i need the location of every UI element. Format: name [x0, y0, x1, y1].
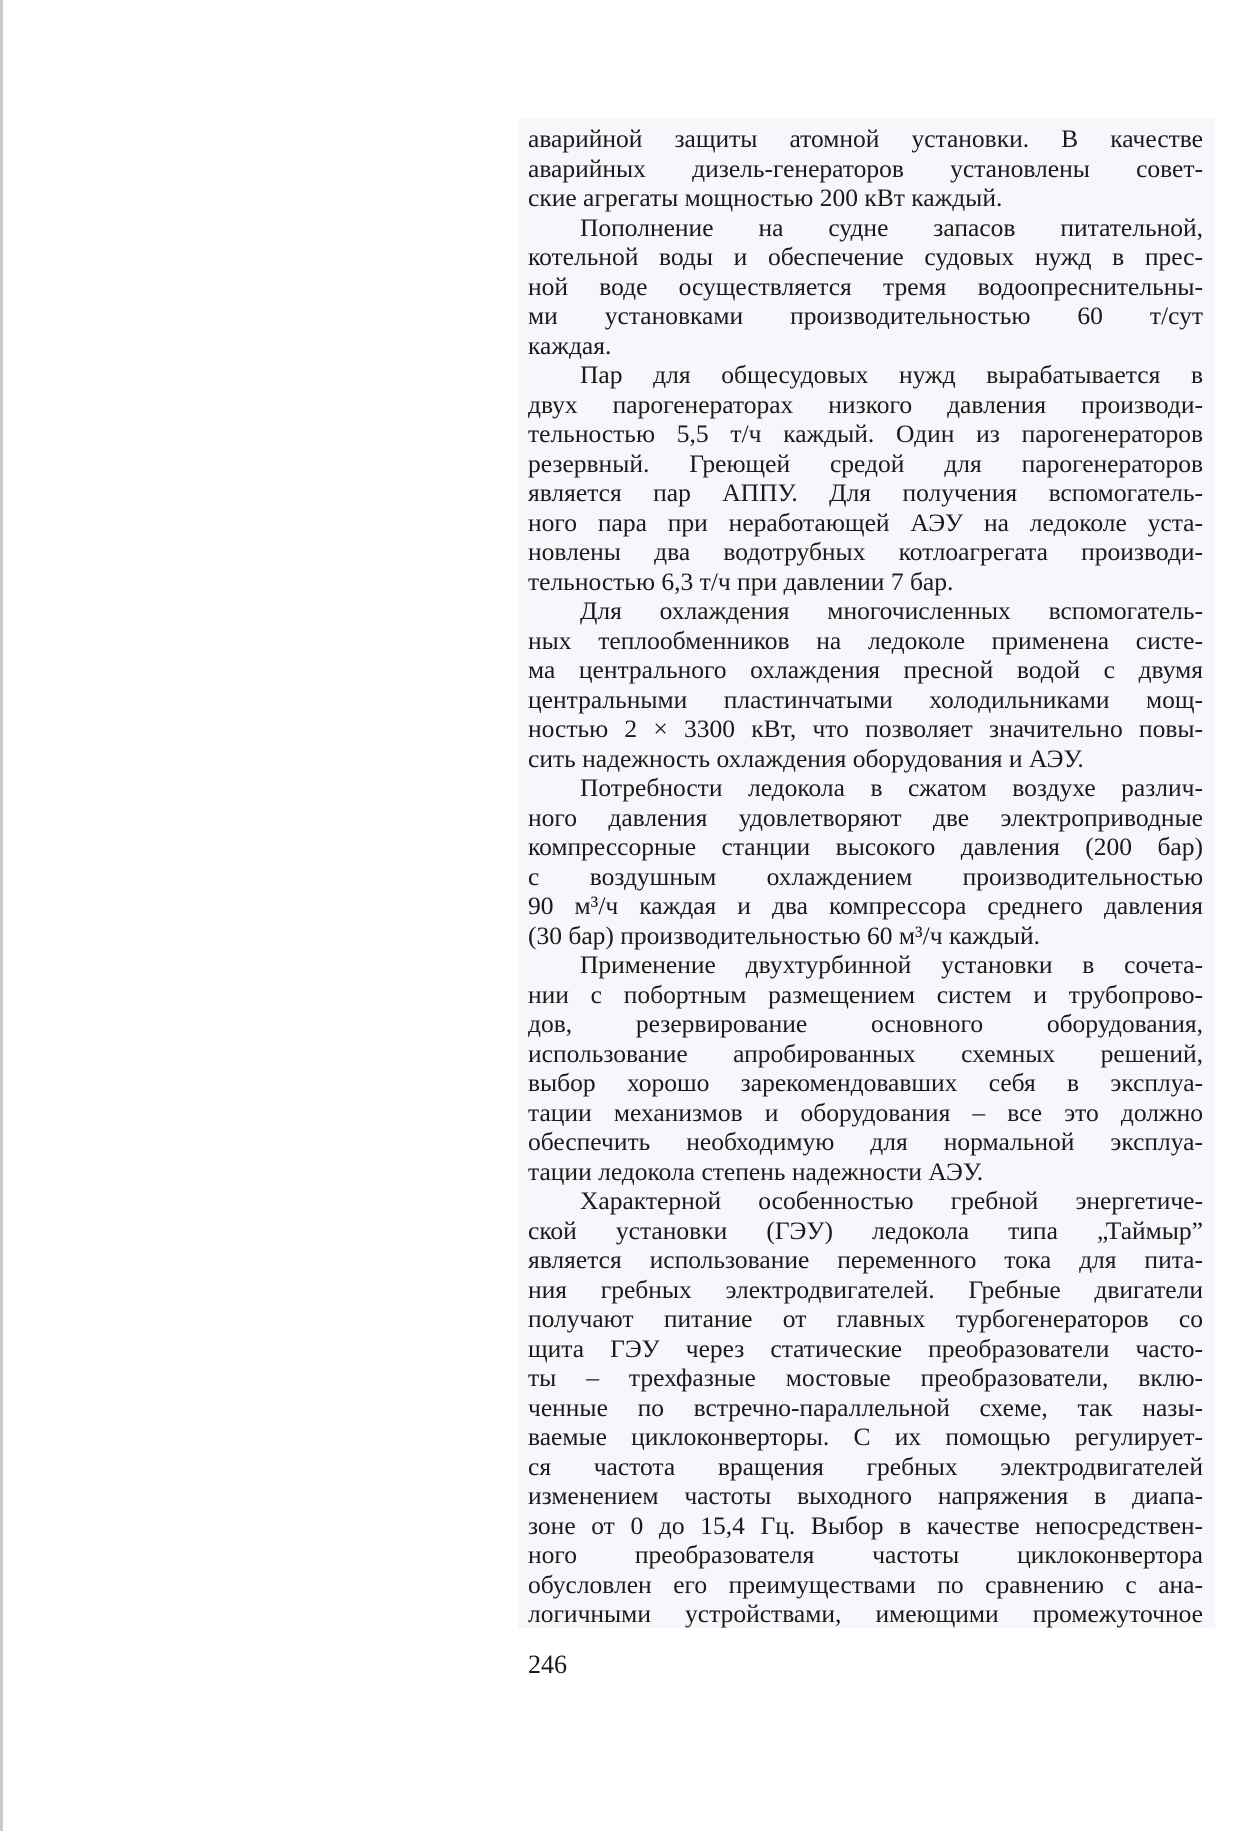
text-line: Для охлаждения многочисленных вспомогатель-	[580, 596, 1203, 625]
paragraph	[528, 950, 1203, 1186]
text-line: ного пара при неработающей АЭУ на ледоколе уста-	[528, 507, 1203, 537]
text-line: ся частота вращения гребных электродвигателей	[528, 1451, 1203, 1481]
text-line: аварийных дизель-генераторов установлены совет-	[528, 153, 1203, 183]
text-line: котельной воды и обеспечение судовых нужд в прес-	[528, 242, 1203, 271]
text-line: ния гребных электродвигателей. Гребные двигатели	[528, 1274, 1203, 1304]
text-line: логичными устройствами, имеющими промежуточное	[528, 1599, 1203, 1628]
text-line: является пар АППУ. Для получения вспомогатель-	[528, 478, 1203, 507]
text-line: ваемые циклоконверторы. С их помощью регулирует-	[528, 1422, 1203, 1451]
paragraph	[528, 596, 1203, 773]
text-line: ты – трехфазные мостовые преобразователи, вклю-	[528, 1363, 1203, 1392]
text-line: использование апробированных схемных решений,	[528, 1038, 1203, 1068]
paragraph	[528, 1186, 1203, 1629]
text-line: аварийной защиты атомной установки. В качестве	[528, 124, 1203, 153]
text-line: резервный. Греющей средой для парогенераторов	[528, 448, 1203, 478]
text-line: зоне от 0 до 15,4 Гц. Выбор в качестве непосредствен-	[528, 1510, 1203, 1540]
page-edge	[0, 0, 3, 1831]
text-line: ские агрегаты мощностью 200 кВт каждый.	[528, 183, 1003, 212]
text-line: тельностью 5,5 т/ч каждый. Один из парогенераторов	[528, 419, 1203, 448]
text-line: двух парогенераторах низкого давления производи-	[528, 389, 1203, 419]
text-line: 90 м³/ч каждая и два компрессора среднего давления	[528, 891, 1203, 920]
text-line: Характерной особенностью гребной энергетиче-	[580, 1186, 1203, 1215]
text-line: каждая.	[528, 330, 612, 360]
text-line: ной воде осуществляется тремя водоопреснительны-	[528, 271, 1203, 301]
text-line: центральными пластинчатыми холодильниками мощ-	[528, 684, 1203, 714]
text-line: изменением частоты выходного напряжения в диапа-	[528, 1481, 1203, 1510]
text-line: Пополнение на судне запасов питательной,	[580, 212, 1203, 242]
text-line: Пар для общесудовых нужд вырабатывается в	[580, 360, 1203, 389]
text-line: ного давления удовлетворяют две электроприводные	[528, 802, 1203, 832]
text-line: компрессорные станции высокого давления (200 бар)	[528, 832, 1203, 861]
text-line: новлены два водотрубных котлоагрегата производи-	[528, 537, 1203, 566]
text-line: является использование переменного тока для пита-	[528, 1245, 1203, 1274]
text-line: (30 бар) производительностью 60 м³/ч каждый.	[528, 920, 1041, 950]
text-line: ченные по встречно-параллельной схеме, так назы-	[528, 1392, 1203, 1422]
text-line: нии с побортным размещением систем и трубопрово-	[528, 979, 1203, 1009]
text-line: с воздушным охлаждением производительностью	[528, 861, 1203, 891]
text-line: тельностью 6,3 т/ч при давлении 7 бар.	[528, 566, 954, 596]
paragraph	[528, 124, 1203, 213]
text-line: тации ледокола степень надежности АЭУ.	[528, 1156, 984, 1186]
paragraph	[528, 213, 1203, 361]
text-line: щита ГЭУ через статические преобразователи часто-	[528, 1333, 1203, 1363]
text-line: выбор хорошо зарекомендовавших себя в эксплуа-	[528, 1068, 1203, 1097]
text-line: Применение двухтурбинной установки в сочета-	[580, 950, 1203, 979]
text-line: ных теплообменников на ледоколе применена систе-	[528, 625, 1203, 655]
page-number: 246	[528, 1650, 567, 1679]
text-line: ми установками производительностью 60 т/сут	[528, 301, 1203, 330]
text-column	[528, 124, 1203, 1629]
text-line: ностью 2 × 3300 кВт, что позволяет значительно повы-	[528, 714, 1203, 743]
text-line: ного преобразователя частоты циклоконвертора	[528, 1540, 1203, 1569]
text-line: ма центрального охлаждения пресной водой с двумя	[528, 655, 1203, 684]
text-line: тации механизмов и оборудования – все это должно	[528, 1097, 1203, 1127]
text-line: Потребности ледокола в сжатом воздухе различ-	[580, 773, 1203, 802]
text-line: получают питание от главных турбогенераторов со	[528, 1304, 1203, 1333]
text-line: обеспечить необходимую для нормальной эксплуа-	[528, 1127, 1203, 1156]
text-line: ской установки (ГЭУ) ледокола типа „Таймыр”	[528, 1215, 1203, 1245]
paragraph	[528, 360, 1203, 596]
text-line: дов, резервирование основного оборудования,	[528, 1009, 1203, 1038]
text-line: обусловлен его преимуществами по сравнению с ана-	[528, 1569, 1203, 1599]
text-line: сить надежность охлаждения оборудования и АЭУ.	[528, 743, 1084, 773]
paragraph	[528, 773, 1203, 950]
